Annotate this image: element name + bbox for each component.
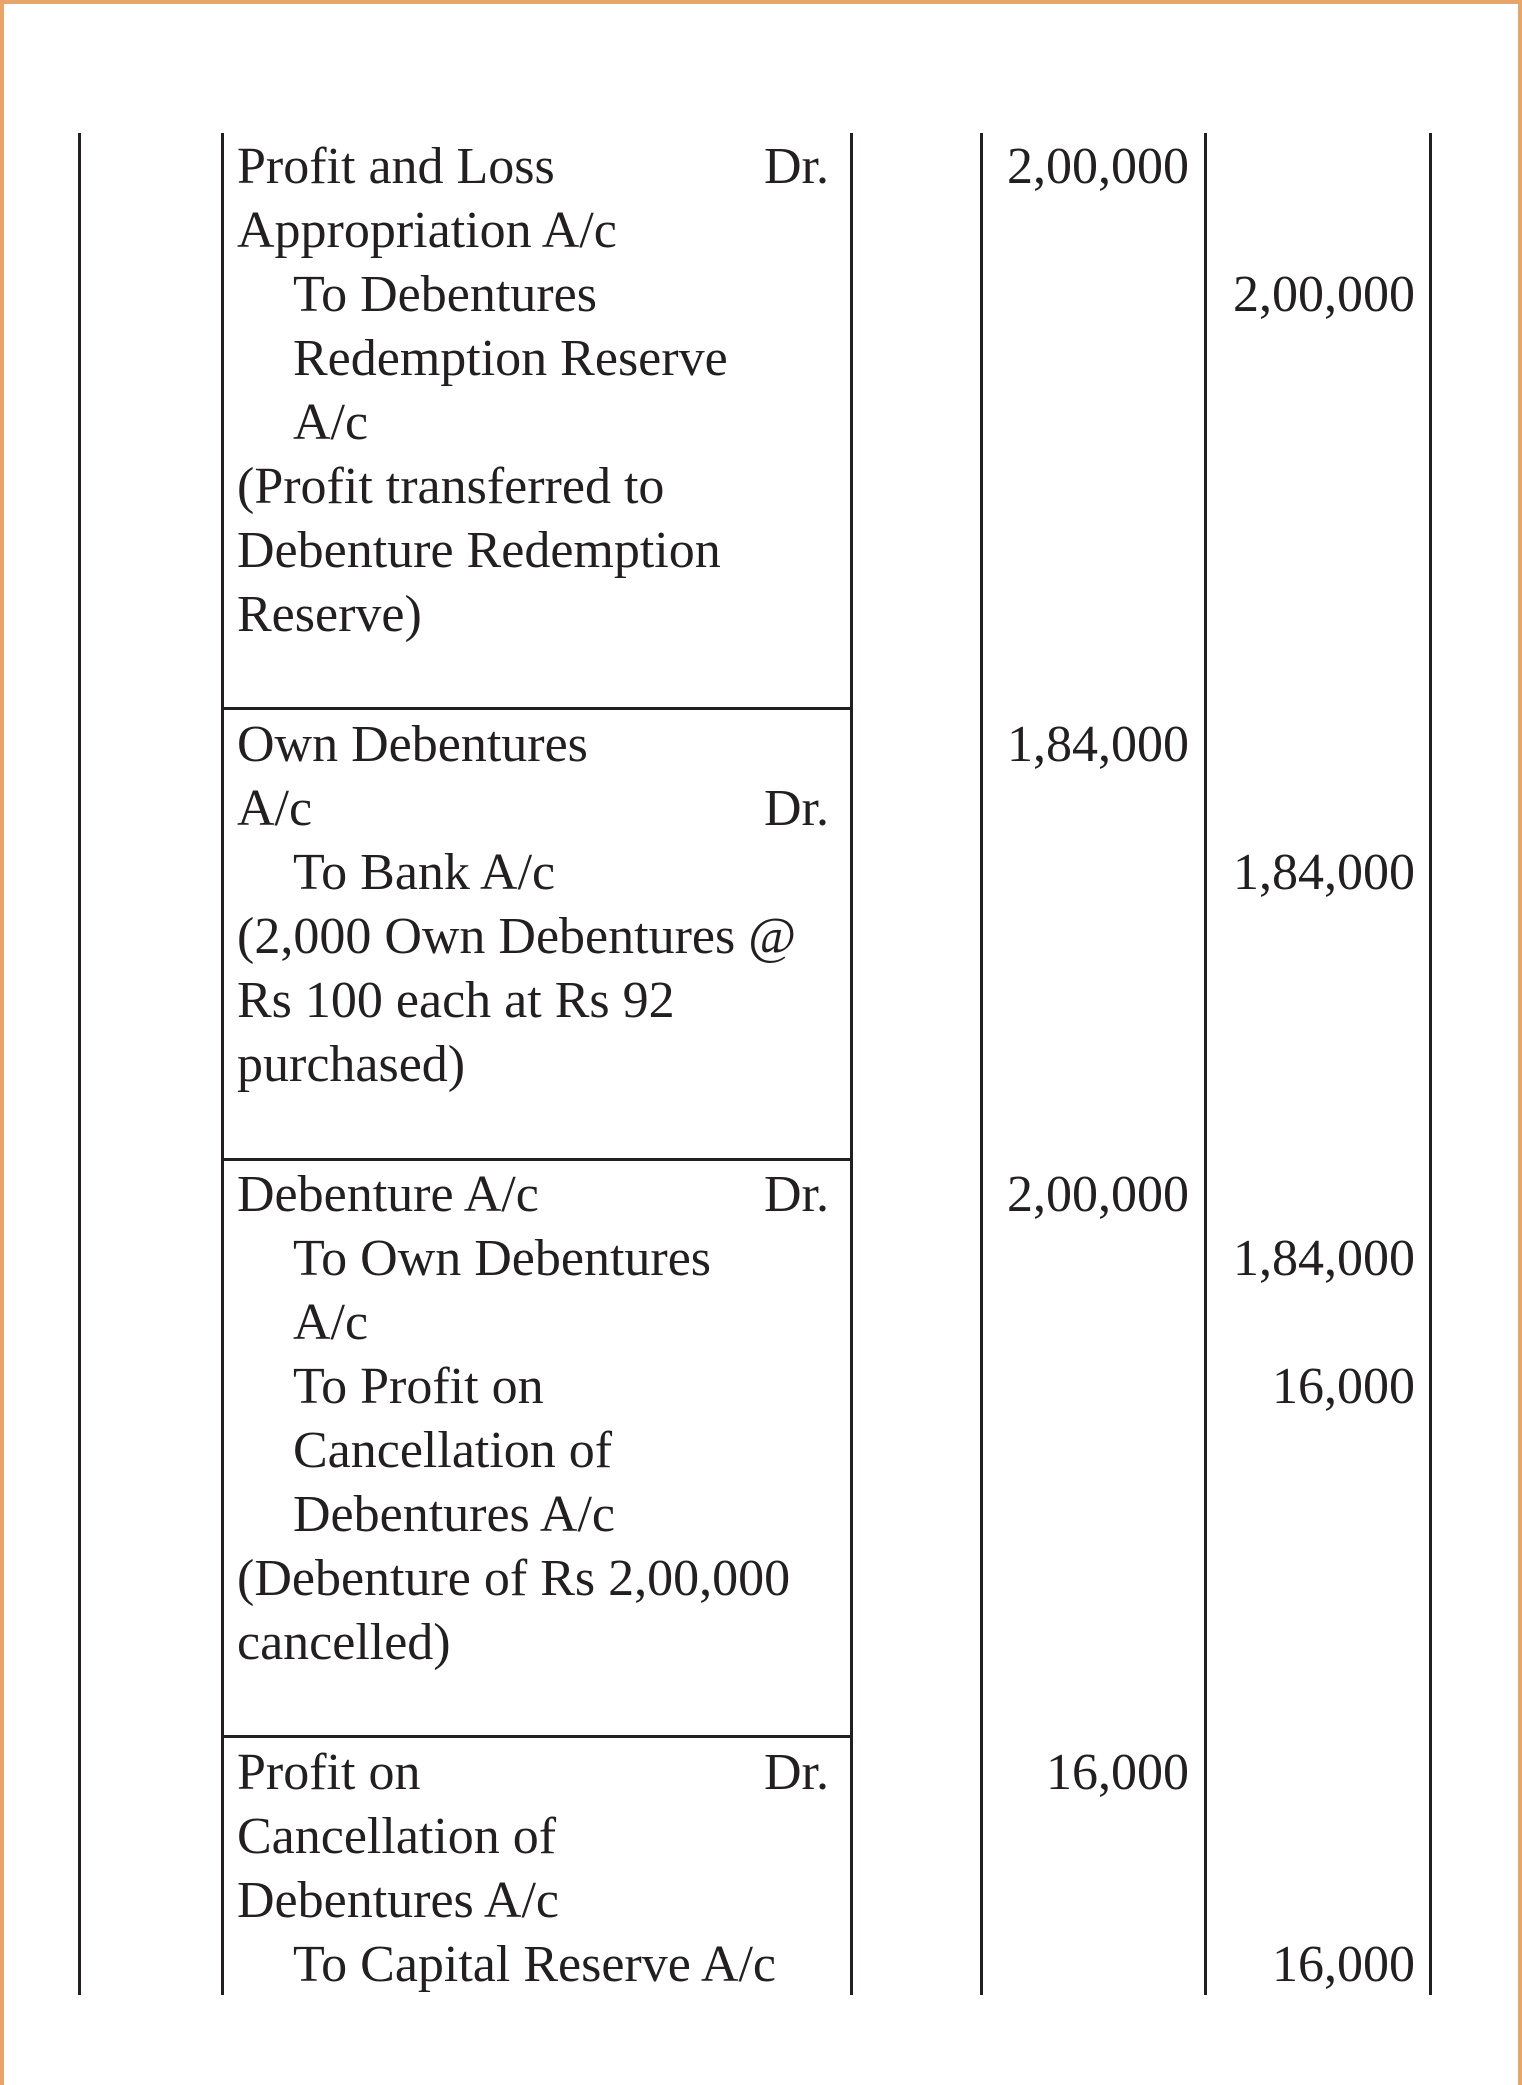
particulars-line: A/c [237, 780, 313, 837]
particulars-line: Debenture A/c [237, 1166, 539, 1223]
debit-amount: 1,84,000 [1007, 716, 1189, 773]
particulars-line: Appropriation A/c [237, 202, 617, 259]
narration-line: Reserve) [237, 586, 422, 643]
particulars-line: To Bank A/c [293, 844, 556, 901]
credit-amount: 2,00,000 [1233, 266, 1415, 323]
right-table-rule [1429, 133, 1432, 1995]
narration-line: cancelled) [237, 1614, 451, 1671]
particulars-line: Debentures A/c [293, 1486, 616, 1543]
debit-column-rule [980, 133, 983, 1995]
particulars-line: A/c [293, 1294, 369, 1351]
lf-column-rule [850, 133, 853, 1995]
dr-marker: Dr. [764, 1744, 829, 1801]
narration-line: (2,000 Own Debentures @ [237, 908, 797, 965]
particulars-line: Debentures A/c [237, 1872, 560, 1929]
particulars-line: Cancellation of [293, 1422, 613, 1479]
entry-separator [222, 1735, 853, 1738]
particulars-line: Profit on [237, 1744, 421, 1801]
debit-amount: 2,00,000 [1007, 1166, 1189, 1223]
narration-line: Debenture Redemption [237, 522, 721, 579]
debit-amount: 16,000 [1046, 1744, 1189, 1801]
credit-column-rule [1204, 133, 1207, 1995]
credit-amount: 16,000 [1272, 1358, 1415, 1415]
particulars-column-rule [221, 133, 224, 1995]
particulars-line: Redemption Reserve [293, 330, 728, 387]
credit-amount: 1,84,000 [1233, 844, 1415, 901]
credit-amount: 16,000 [1272, 1936, 1415, 1993]
particulars-line: A/c [293, 394, 369, 451]
narration-line: (Debenture of Rs 2,00,000 [237, 1550, 791, 1607]
particulars-line: Own Debentures [237, 716, 588, 773]
debit-amount: 2,00,000 [1007, 138, 1189, 195]
narration-line: (Profit transferred to [237, 458, 665, 515]
particulars-line: To Profit on [293, 1358, 544, 1415]
narration-line: purchased) [237, 1036, 466, 1093]
dr-marker: Dr. [764, 138, 829, 195]
particulars-line: To Own Debentures [293, 1230, 712, 1287]
dr-marker: Dr. [764, 1166, 829, 1223]
date-column-rule [78, 133, 81, 1995]
entry-separator [222, 707, 853, 710]
entry-separator [222, 1158, 853, 1161]
particulars-line: Profit and Loss [237, 138, 555, 195]
particulars-line: Cancellation of [237, 1808, 557, 1865]
particulars-line: To Debentures [293, 266, 597, 323]
particulars-line: To Capital Reserve A/c [293, 1936, 777, 1993]
dr-marker: Dr. [764, 780, 829, 837]
narration-line: Rs 100 each at Rs 92 [237, 972, 675, 1029]
credit-amount: 1,84,000 [1233, 1230, 1415, 1287]
